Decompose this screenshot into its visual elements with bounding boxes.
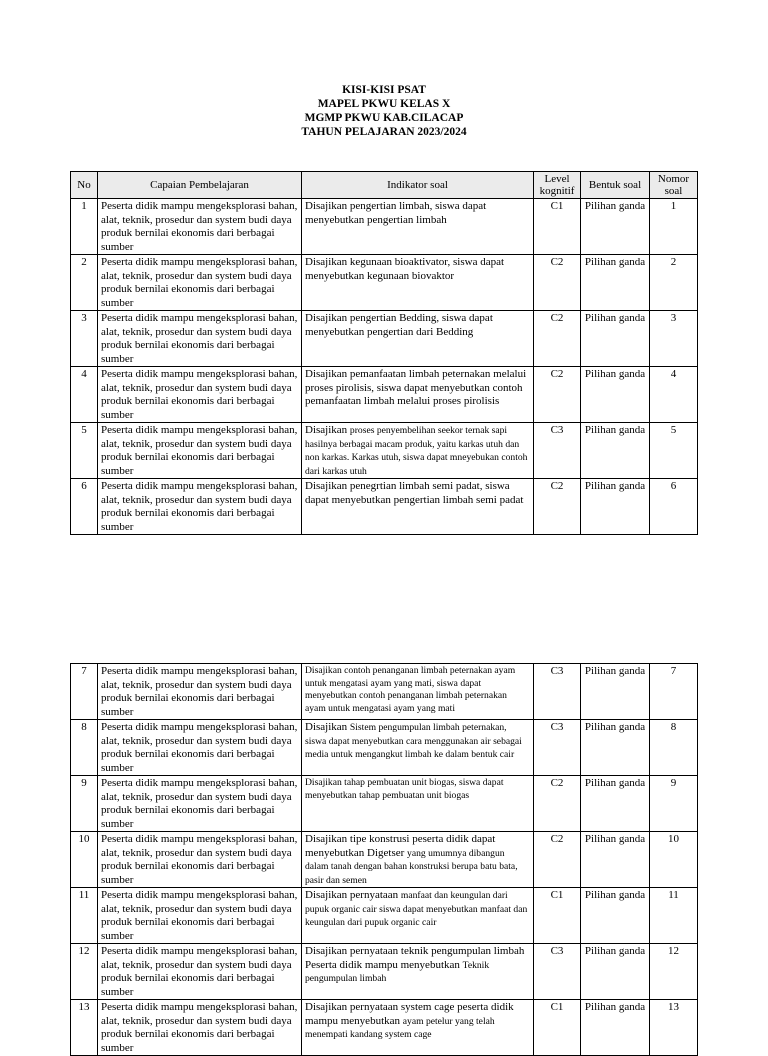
table-row <box>71 311 698 367</box>
cell-bentuk: Pilihan ganda <box>581 888 650 944</box>
col-header-indikator: Indikator soal <box>302 172 534 199</box>
cell-no: 3 <box>71 311 98 367</box>
cell-nomor: 2 <box>650 255 698 311</box>
cell-capaian: Peserta didik mampu mengeksplorasi bahan, alat, teknik, prosedur dan system budi daya produk bernilai ekonomis dari berbagai sumber <box>98 664 302 720</box>
cell-level: C1 <box>534 1000 581 1056</box>
cell-capaian: Peserta didik mampu mengeksplorasi bahan, alat, teknik, prosedur dan system budi daya produk bernilai ekonomis dari berbagai sumber <box>98 720 302 776</box>
table-header-row <box>71 172 698 199</box>
col-header-capaian: Capaian Pembelajaran <box>98 172 302 199</box>
table-row <box>71 479 698 535</box>
cell-level: C2 <box>534 367 581 423</box>
table-row <box>71 664 698 720</box>
cell-level: C2 <box>534 832 581 888</box>
cell-level: C3 <box>534 944 581 1000</box>
cell-nomor: 11 <box>650 888 698 944</box>
cell-bentuk: Pilihan ganda <box>581 311 650 367</box>
cell-level: C2 <box>534 479 581 535</box>
cell-level: C2 <box>534 776 581 832</box>
cell-indikator: Disajikan tipe konstrusi peserta didik dapat menyebutkan Digetser yang umumnya dibangun dalam tanah dengan bahan konstruksi berupa batu bata, pasir dan semen <box>302 832 534 888</box>
cell-indikator: Disajikan proses penyembelihan seekor ternak sapi hasilnya berbagai macam produk, yaitu karkas utuh dan non karkas. Karkas utuh, siswa dapat mneyebukan contoh dari karkas utuh <box>302 423 534 479</box>
cell-nomor: 1 <box>650 199 698 255</box>
cell-nomor: 7 <box>650 664 698 720</box>
table-row <box>71 776 698 832</box>
cell-capaian: Peserta didik mampu mengeksplorasi bahan, alat, teknik, prosedur dan system budi daya produk bernilai ekonomis dari berbagai sumber <box>98 255 302 311</box>
kisi-kisi-table-page-1 <box>70 171 698 535</box>
cell-indikator: Disajikan pengertian Bedding, siswa dapat menyebutkan pengertian dari Bedding <box>302 311 534 367</box>
cell-no: 12 <box>71 944 98 1000</box>
cell-indikator: Disajikan kegunaan bioaktivator, siswa dapat menyebutkan kegunaan biovaktor <box>302 255 534 311</box>
cell-level: C1 <box>534 888 581 944</box>
cell-bentuk: Pilihan ganda <box>581 367 650 423</box>
table-row <box>71 944 698 1000</box>
cell-level: C1 <box>534 199 581 255</box>
table-row <box>71 423 698 479</box>
col-header-level: Level kognitif <box>534 172 581 199</box>
cell-level: C2 <box>534 255 581 311</box>
header-year: TAHUN PELAJARAN 2023/2024 <box>301 126 467 138</box>
cell-no: 11 <box>71 888 98 944</box>
kisi-kisi-table-page-2 <box>70 663 698 1056</box>
cell-capaian: Peserta didik mampu mengeksplorasi bahan, alat, teknik, prosedur dan system budi daya produk bernilai ekonomis dari berbagai sumber <box>98 888 302 944</box>
cell-nomor: 9 <box>650 776 698 832</box>
cell-nomor: 5 <box>650 423 698 479</box>
cell-level: C2 <box>534 311 581 367</box>
cell-no: 9 <box>71 776 98 832</box>
cell-indikator: Disajikan pernyataan teknik pengumpulan limbah Peserta didik mampu menyebutkan Teknik pengumpulan limbah <box>302 944 534 1000</box>
table-row <box>71 255 698 311</box>
table-row <box>71 832 698 888</box>
cell-no: 2 <box>71 255 98 311</box>
cell-no: 7 <box>71 664 98 720</box>
cell-indikator: Disajikan pengertian limbah, siswa dapat menyebutkan pengertian limbah <box>302 199 534 255</box>
col-header-nomor: Nomor soal <box>650 172 698 199</box>
cell-bentuk: Pilihan ganda <box>581 776 650 832</box>
table-row <box>71 367 698 423</box>
cell-bentuk: Pilihan ganda <box>581 199 650 255</box>
cell-no: 6 <box>71 479 98 535</box>
table-row <box>71 199 698 255</box>
cell-bentuk: Pilihan ganda <box>581 664 650 720</box>
cell-no: 10 <box>71 832 98 888</box>
cell-nomor: 4 <box>650 367 698 423</box>
cell-bentuk: Pilihan ganda <box>581 720 650 776</box>
cell-indikator: Disajikan pernyataan manfaat dan keungulan dari pupuk organic cair siswa dapat menyebutkan manfaat dan keungulan dari pupuk organic cair <box>302 888 534 944</box>
cell-nomor: 6 <box>650 479 698 535</box>
cell-indikator: Disajikan tahap pembuatan unit biogas, siswa dapat menyebutkan tahap pembuatan unit biogas <box>302 776 534 832</box>
cell-level: C3 <box>534 423 581 479</box>
document-header <box>0 83 768 139</box>
header-subject: MAPEL PKWU KELAS X <box>317 98 451 110</box>
cell-capaian: Peserta didik mampu mengeksplorasi bahan, alat, teknik, prosedur dan system budi daya produk bernilai ekonomis dari berbagai sumber <box>98 199 302 255</box>
cell-capaian: Peserta didik mampu mengeksplorasi bahan, alat, teknik, prosedur dan system budi daya produk bernilai ekonomis dari berbagai sumber <box>98 944 302 1000</box>
cell-no: 8 <box>71 720 98 776</box>
cell-bentuk: Pilihan ganda <box>581 1000 650 1056</box>
cell-no: 4 <box>71 367 98 423</box>
cell-capaian: Peserta didik mampu mengeksplorasi bahan, alat, teknik, prosedur dan system budi daya produk bernilai ekonomis dari berbagai sumber <box>98 1000 302 1056</box>
cell-level: C3 <box>534 664 581 720</box>
col-header-bentuk: Bentuk soal <box>581 172 650 199</box>
cell-nomor: 13 <box>650 1000 698 1056</box>
cell-indikator: Disajikan penegrtian limbah semi padat, siswa dapat menyebutkan pengertian limbah semi padat <box>302 479 534 535</box>
cell-indikator: Disajikan Sistem pengumpulan limbah peternakan, siswa dapat menyebutkan cara menggunakan air sebagai media untuk mengangkut limbah ke dalam bentuk cair <box>302 720 534 776</box>
col-header-no: No <box>71 172 98 199</box>
header-group: MGMP PKWU KAB.CILACAP <box>304 112 464 124</box>
cell-capaian: Peserta didik mampu mengeksplorasi bahan, alat, teknik, prosedur dan system budi daya produk bernilai ekonomis dari berbagai sumber <box>98 832 302 888</box>
header-title: KISI-KISI PSAT <box>342 84 426 96</box>
cell-nomor: 12 <box>650 944 698 1000</box>
cell-capaian: Peserta didik mampu mengeksplorasi bahan, alat, teknik, prosedur dan system budi daya produk bernilai ekonomis dari berbagai sumber <box>98 479 302 535</box>
cell-capaian: Peserta didik mampu mengeksplorasi bahan, alat, teknik, prosedur dan system budi daya produk bernilai ekonomis dari berbagai sumber <box>98 311 302 367</box>
cell-capaian: Peserta didik mampu mengeksplorasi bahan, alat, teknik, prosedur dan system budi daya produk bernilai ekonomis dari berbagai sumber <box>98 423 302 479</box>
cell-nomor: 8 <box>650 720 698 776</box>
cell-bentuk: Pilihan ganda <box>581 479 650 535</box>
cell-no: 5 <box>71 423 98 479</box>
table-row <box>71 888 698 944</box>
cell-no: 1 <box>71 199 98 255</box>
cell-capaian: Peserta didik mampu mengeksplorasi bahan, alat, teknik, prosedur dan system budi daya produk bernilai ekonomis dari berbagai sumber <box>98 776 302 832</box>
cell-nomor: 10 <box>650 832 698 888</box>
cell-level: C3 <box>534 720 581 776</box>
cell-bentuk: Pilihan ganda <box>581 832 650 888</box>
cell-indikator: Disajikan pemanfaatan limbah peternakan melalui proses pirolisis, siswa dapat menyebutkan contoh pemanfaatan limbah melalui proses pirolisis <box>302 367 534 423</box>
cell-nomor: 3 <box>650 311 698 367</box>
cell-capaian: Peserta didik mampu mengeksplorasi bahan, alat, teknik, prosedur dan system budi daya produk bernilai ekonomis dari berbagai sumber <box>98 367 302 423</box>
cell-indikator: Disajikan contoh penanganan limbah peternakan ayam untuk mengatasi ayam yang mati, siswa dapat menyebutkan contoh penanganan limbah peternakan ayam untuk mengatasi ayam yang mati <box>302 664 534 720</box>
cell-bentuk: Pilihan ganda <box>581 944 650 1000</box>
cell-bentuk: Pilihan ganda <box>581 255 650 311</box>
table-row <box>71 1000 698 1056</box>
table-row <box>71 720 698 776</box>
cell-no: 13 <box>71 1000 98 1056</box>
cell-indikator: Disajikan pernyataan system cage peserta didik mampu menyebutkan ayam petelur yang telah menempati kandang system cage <box>302 1000 534 1056</box>
cell-bentuk: Pilihan ganda <box>581 423 650 479</box>
